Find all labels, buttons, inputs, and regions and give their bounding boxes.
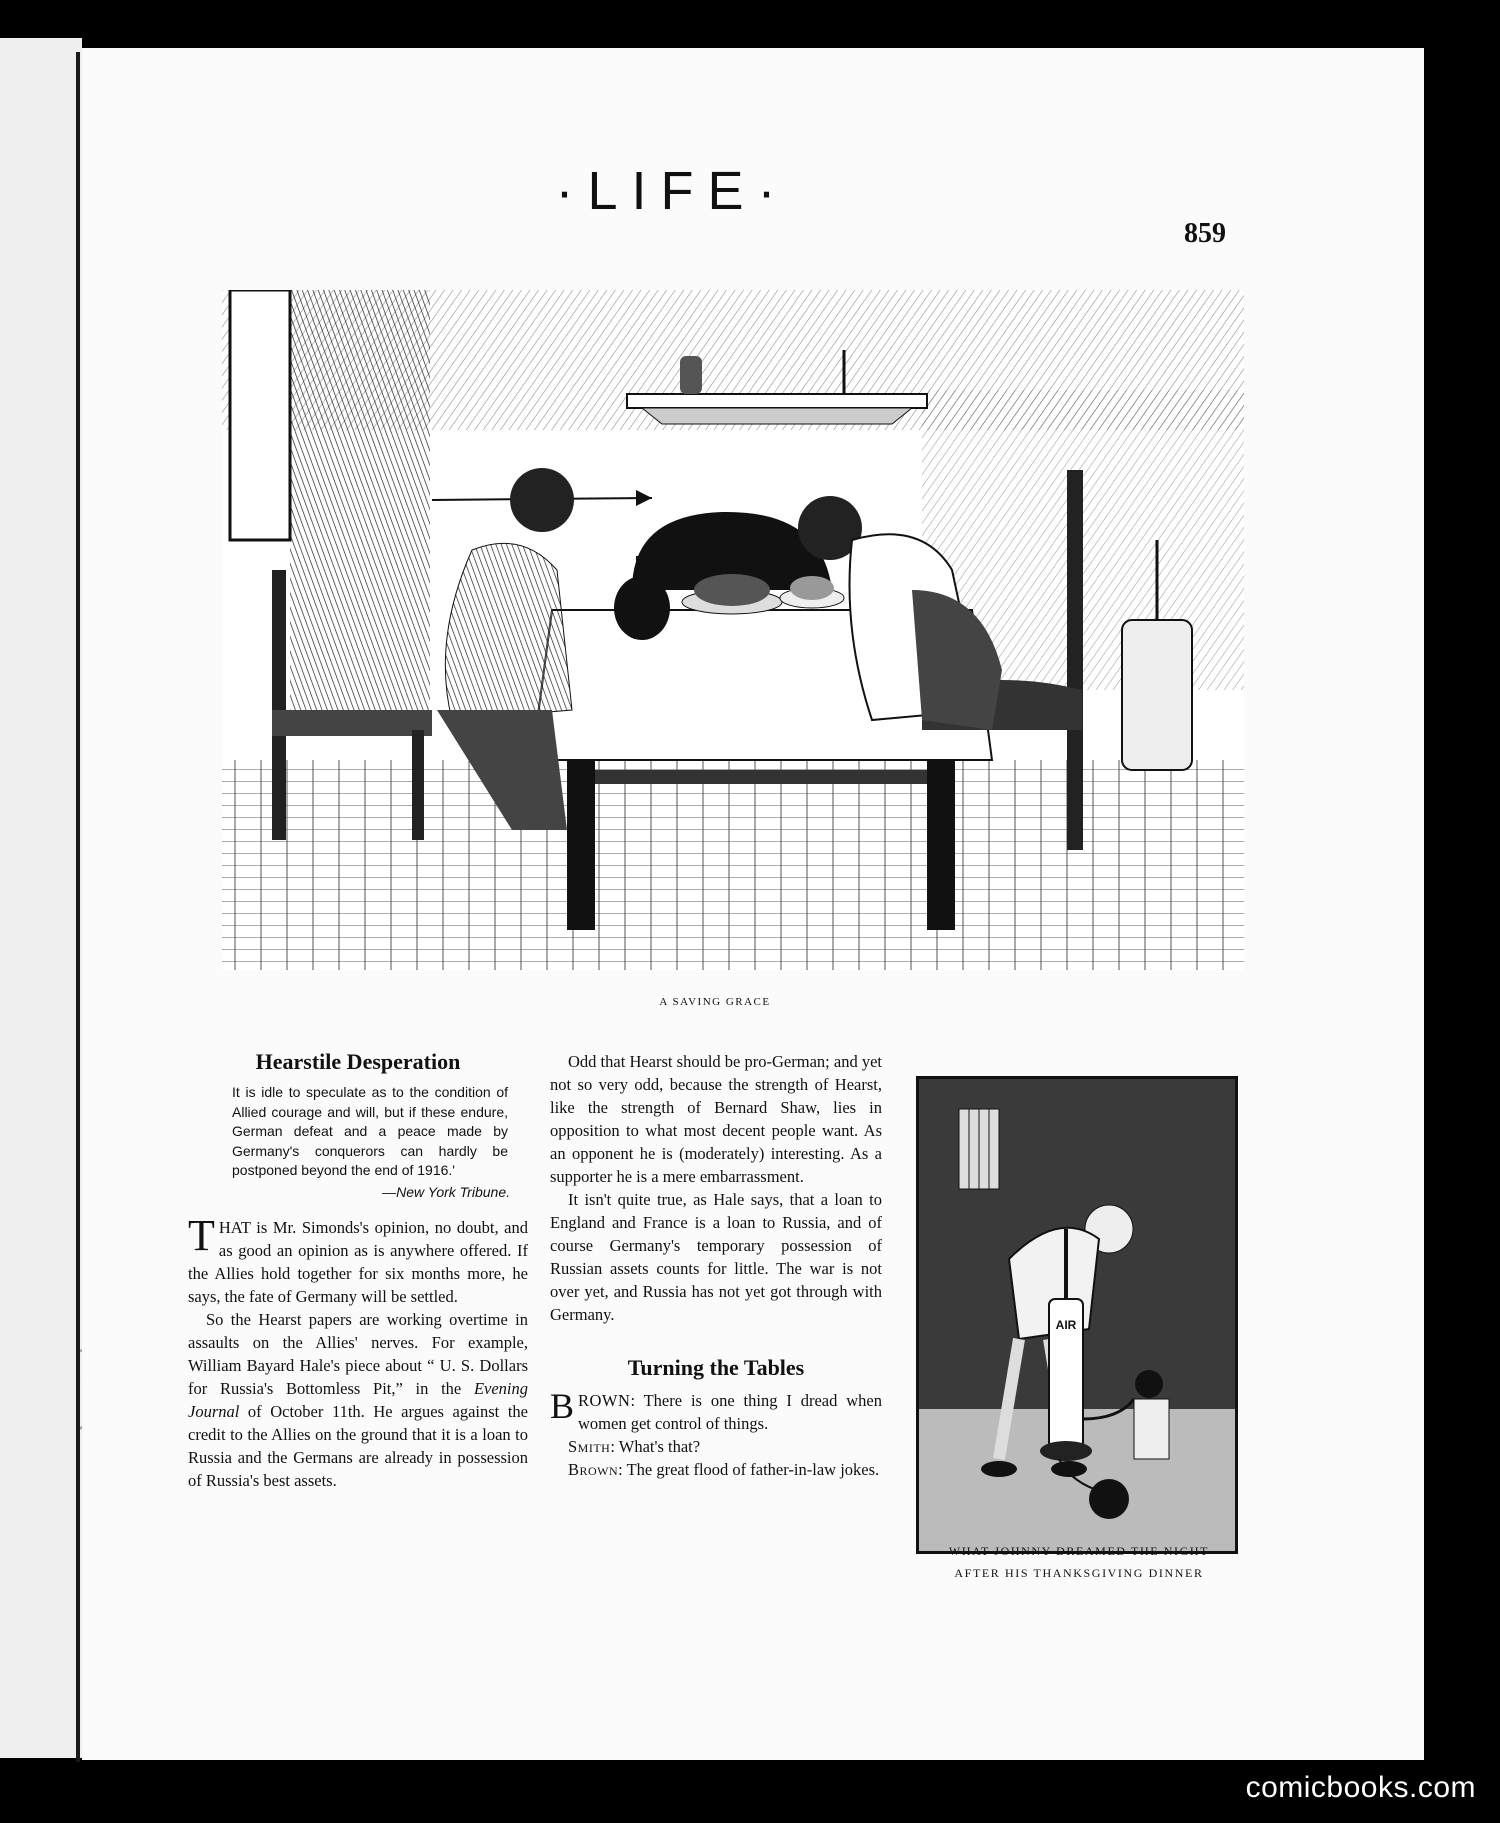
dialogue-line: BROWN: There is one thing I dread when women get control of things. xyxy=(550,1386,882,1433)
article-paragraph: THAT is Mr. Simonds's opinion, no doubt, and as good an opinion as is anywhere offered. If the Allies hold together for six months more, he says, the fate of Germany will be settled. xyxy=(188,1210,528,1306)
saving-grace-drawing xyxy=(222,290,1244,970)
dropcap: T xyxy=(188,1210,215,1260)
page-number: 859 xyxy=(1184,218,1226,249)
pump-label: AIR xyxy=(1055,1318,1077,1332)
epigraph-quote: It is idle to speculate as to the condition of Allied courage and will, but if these endure, German defeat and a peace made by Germany's conquerors can hardly be postponed beyond the end of 1916.' xyxy=(232,1084,508,1178)
main-cartoon-illustration xyxy=(222,290,1244,970)
article-paragraph: So the Hearst papers are working overtime in assaults on the Allies' nerves. For example, William Bayard Hale's piece about “ U. S. Dollars for Russia's Bottomless Pit,” in the Evening Journal of October 11th. He argues against the credit to the Allies on the ground that it is a loan to Russia and the Germans are already in possession of Russia's best assets. xyxy=(188,1309,528,1490)
thanksgiving-cartoon xyxy=(916,1076,1238,1554)
article-paragraph: It isn't quite true, as Hale says, that a loan to England and France is a loan to Russia, and of course Germany's temporary possession of Russian assets counts for little. The war is not over yet, and Russia has not yet got through with Germany. xyxy=(550,1190,882,1324)
dialogue-line: Smith: What's that? xyxy=(568,1437,701,1456)
caption-line: AFTER HIS THANKSGIVING DINNER xyxy=(954,1566,1204,1580)
page-gutter xyxy=(76,52,80,1762)
article-paragraph: Odd that Hearst should be pro-German; and yet not so very odd, because the strength of Hearst, like the strength of Bernard Shaw, lies in opposition to what most decent people want. As an opponent he is (moderately) interesting. As a supporter he is a mere embarrassment. xyxy=(550,1052,882,1186)
epigraph-source: —New York Tribune. xyxy=(382,1183,510,1200)
main-cartoon-caption: A SAVING GRACE xyxy=(659,996,771,1008)
column-1 xyxy=(188,1050,528,1492)
thanksgiving-cartoon-caption xyxy=(894,1540,1264,1584)
johnny-dream-drawing xyxy=(919,1079,1235,1551)
caption-line: WHAT JOHNNY DREAMED THE NIGHT xyxy=(948,1544,1210,1558)
previous-page-edge xyxy=(0,38,82,1758)
column-2 xyxy=(550,1050,882,1481)
article-heading: Turning the Tables xyxy=(627,1355,805,1380)
dialogue-line: Brown: The great flood of father-in-law jokes. xyxy=(568,1460,880,1479)
masthead-title: ·LIFE· xyxy=(555,161,790,221)
article-heading: Hearstile Desperation xyxy=(255,1049,461,1074)
site-watermark: comicbooks.com xyxy=(1245,1771,1476,1804)
